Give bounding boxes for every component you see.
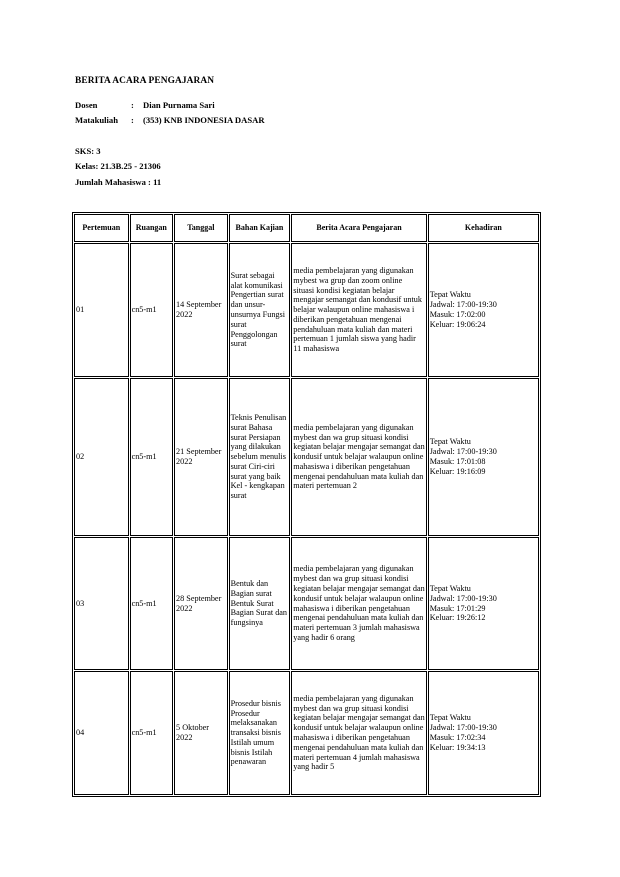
cell-ruangan: cn5-m1 [130,537,173,670]
cell-pertemuan: 03 [74,537,129,670]
cell-ruangan: cn5-m1 [130,243,173,377]
cell-berita-acara: media pembelajaran yang digunakan mybest dan wa grup situasi kondisi kegiatan belajar mengajar semangat dan kondusif untuk belajar walaupun online mahasiswa i diberikan pengetahuan mengenai pendahuluan mata kuliah dan materi pertemuan 4 jumlah mahasiswa yang hadir 5 [291,671,426,795]
dosen-line: Dosen : Dian Purnama Sari [75,100,215,110]
cell-pertemuan: 01 [74,243,129,377]
cell-pertemuan: 02 [74,378,129,536]
status-text: Tepat Waktu [429,713,471,723]
jadwal-text: Jadwal: 17:00-19:30 [429,593,497,603]
matakuliah-value: (353) KNB INDONESIA DASAR [143,115,265,125]
cell-ruangan: cn5-m1 [130,378,173,536]
cell-kehadiran [428,243,539,377]
keluar-text: Keluar: 19:06:24 [429,319,486,329]
cell-tanggal: 14 September 2022 [174,243,228,377]
status-text: Tepat Waktu [429,290,471,300]
table-row [74,243,539,377]
header-kehadiran: Kehadiran [428,214,539,242]
cell-bahan-kajian: Teknis Penulisan surat Bahasa surat Persiapan yang dilakukan sebelum menulis surat Ciri-ciri surat yang baik Kel - kengkapan surat [229,378,291,536]
jadwal-text: Jadwal: 17:00-19:30 [429,723,497,733]
masuk-text: Masuk: 17:02:00 [429,310,486,319]
header-pertemuan: Pertemuan [74,214,129,242]
jadwal-text: Jadwal: 17:00-19:30 [429,447,497,457]
sks-line: SKS: 3 [75,146,101,156]
jadwal-text: Jadwal: 17:00-19:30 [429,300,497,310]
status-text: Tepat Waktu [429,437,471,447]
cell-berita-acara: media pembelajaran yang digunakan mybest wa grup dan zoom online situasi kondisi kegiatan belajar mengajar semangat dan kondusif untuk belajar walaupun online mahasiswa i diberikan pengetahuan mengenai pendahuluan mata kuliah dan materi pertemuan 1 jumlah siswa yang hadir 11 mahasiswa [291,243,426,377]
masuk-text: Masuk: 17:02:34 [429,733,486,742]
cell-pertemuan: 04 [74,671,129,795]
cell-tanggal: 21 September 2022 [174,378,228,536]
table-row [74,671,539,795]
kelas-line: Kelas: 21.3B.25 - 21306 [75,161,161,171]
matakuliah-line: Matakuliah : (353) KNB INDONESIA DASAR [75,115,265,125]
berita-acara-table [72,212,541,797]
keluar-text: Keluar: 19:26:12 [429,613,486,623]
cell-bahan-kajian: Prosedur bisnis Prosedur melaksanakan transaksi bisnis Istilah umum bisnis Istilah penawaran [229,671,291,795]
document-title: BERITA ACARA PENGAJARAN [75,76,215,86]
cell-ruangan: cn5-m1 [130,671,173,795]
cell-tanggal: 5 Oktober 2022 [174,671,228,795]
cell-kehadiran [428,671,539,795]
masuk-text: Masuk: 17:01:29 [429,603,486,613]
cell-tanggal: 28 September 2022 [174,537,228,670]
cell-bahan-kajian: Bentuk dan Bagian surat Bentuk Surat Bagian Surat dan fungsinya [229,537,291,670]
cell-bahan-kajian: Surat sebagai alat komunikasi Pengertian surat dan unsur-unsurnya Fungsi surat Penggolongan surat [229,243,291,377]
cell-berita-acara: media pembelajaran yang digunakan mybest dan wa grup situasi kondisi kegiatan belajar mengajar semangat dan kondusif untuk belajar walaupun online mahasiswa i diberikan pengetahuan mengenai pendahuluan mata kuliah dan materi pertemuan 3 jumlah mahasiswa yang hadir 6 orang [291,537,426,670]
cell-berita-acara: media pembelajaran yang digunakan mybest dan wa grup situasi kondisi kegiatan belajar mengajar semangat dan kondusif untuk belajar walaupun online mahasiswa i diberikan pengetahuan mengenai pendahuluan mata kuliah dan materi pertemuan 2 [291,378,426,536]
cell-kehadiran [428,378,539,536]
keluar-text: Keluar: 19:16:09 [429,466,486,476]
dosen-value: Dian Purnama Sari [143,100,215,110]
header-bahan-kajian: Bahan Kajian [229,214,291,242]
keluar-text: Keluar: 19:34:13 [429,742,486,752]
jumlah-mahasiswa-line: Jumlah Mahasiswa : 11 [75,177,162,187]
header-tanggal: Tanggal [174,214,228,242]
table-row [74,537,539,670]
cell-kehadiran [428,537,539,670]
matakuliah-label: Matakuliah [75,115,118,125]
header-ruangan: Ruangan [130,214,173,242]
status-text: Tepat Waktu [429,583,471,593]
table-row [74,378,539,536]
masuk-text: Masuk: 17:01:08 [429,457,486,466]
dosen-label: Dosen [75,100,98,110]
header-berita-acara: Berita Acara Pengajaran [291,214,426,242]
table-header-row [74,214,539,242]
